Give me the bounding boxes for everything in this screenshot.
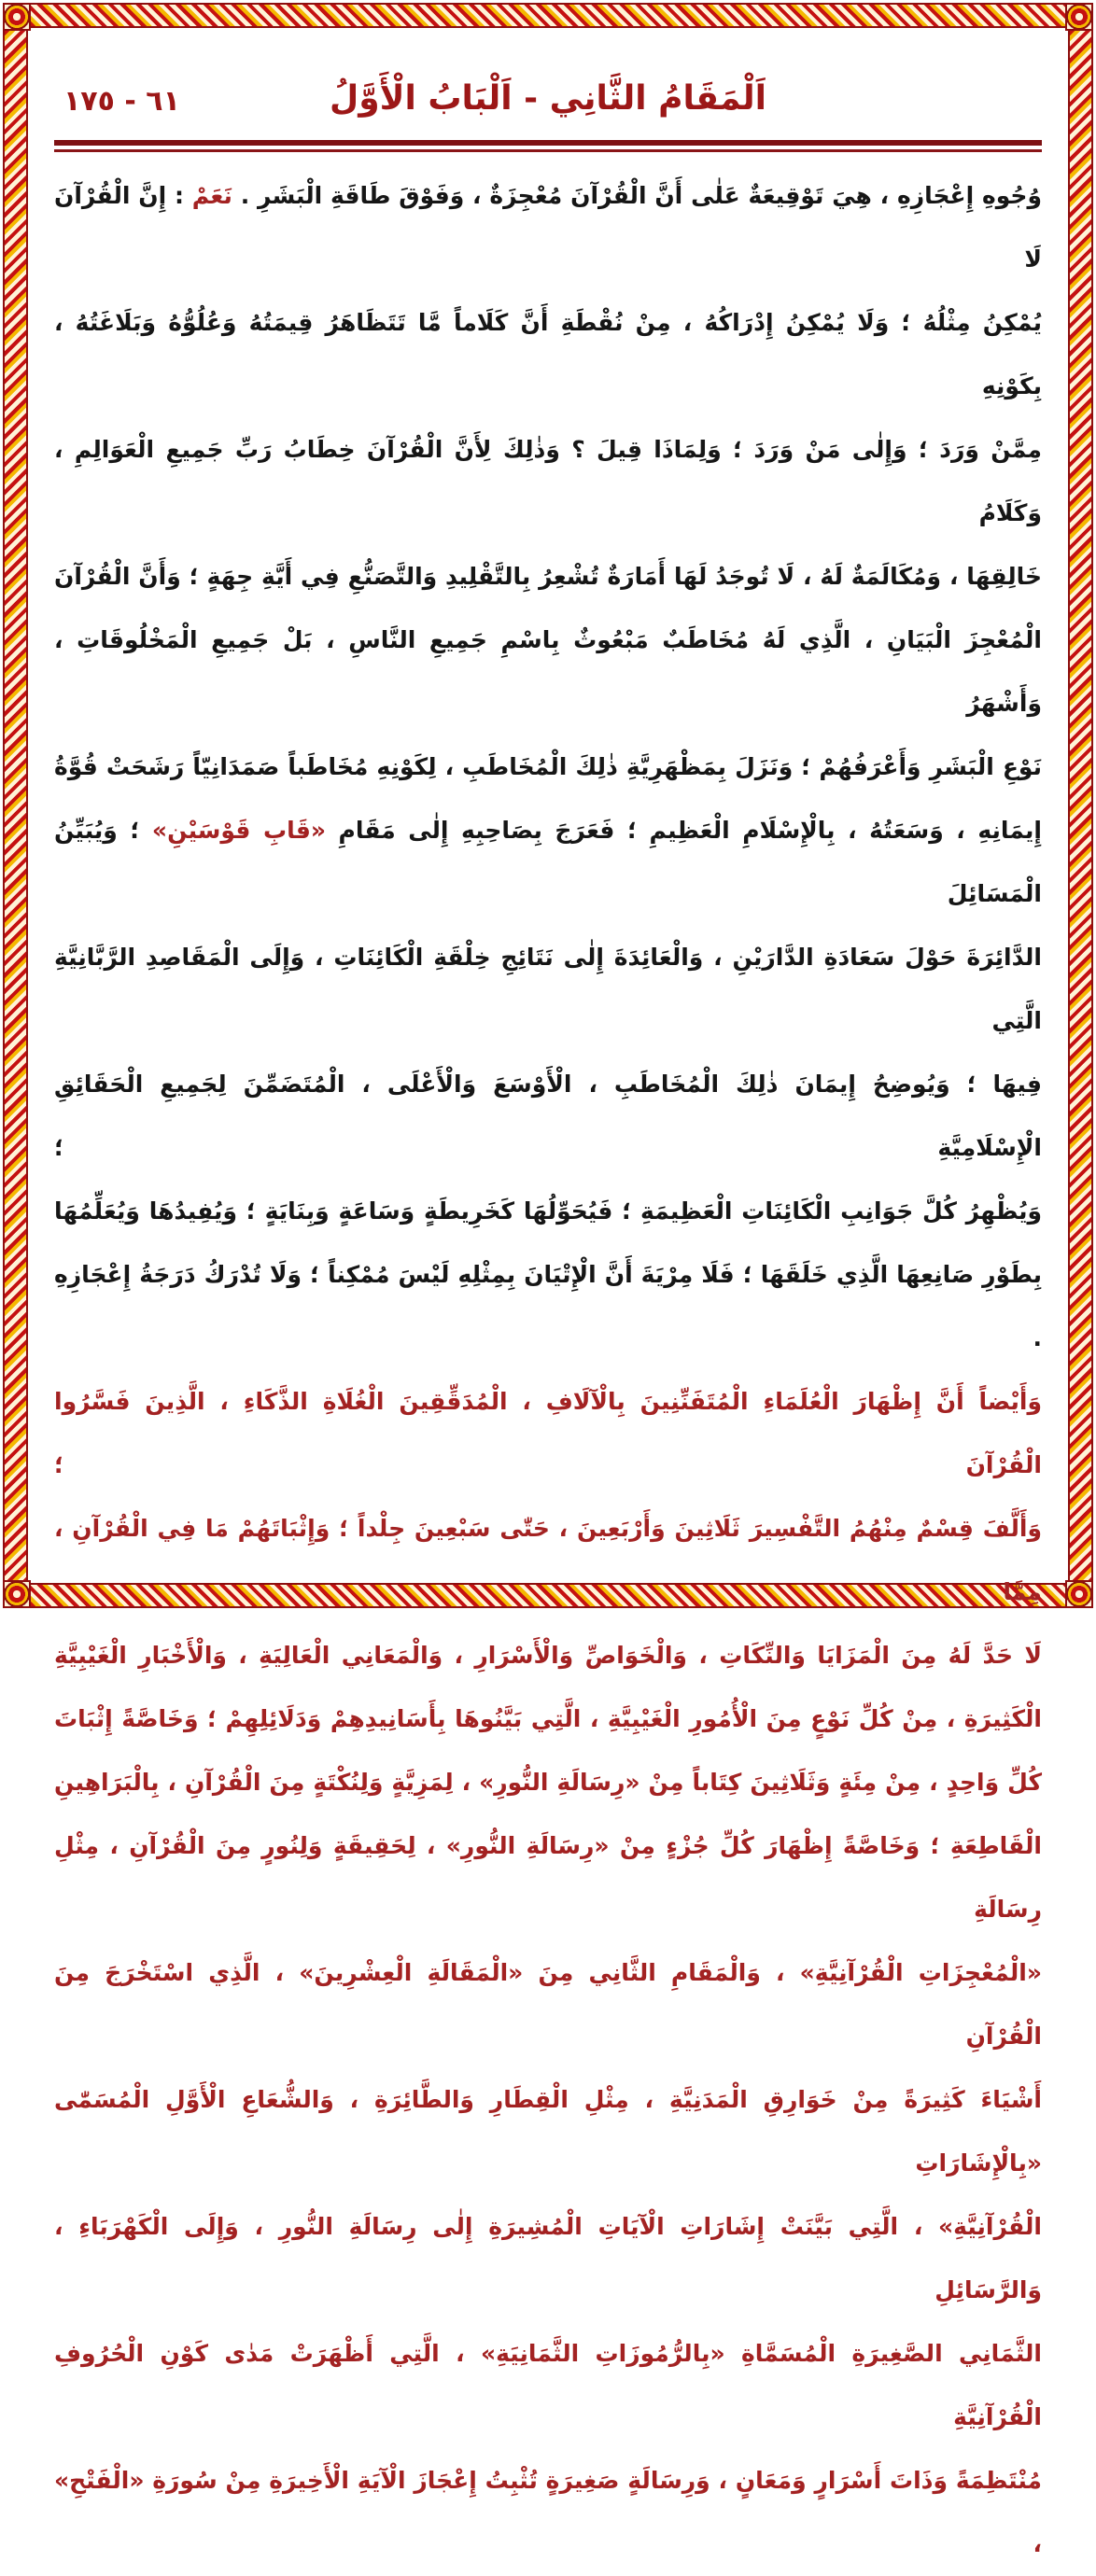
body-text-segment: إِيمَانِهِ ، وَسَعَتُهُ ، بِالْإِسْلَامِ الْعَظِيمِ ؛ فَعَرَجَ بِصَاحِبِهِ إِلٰى مَقَامِ	[325, 817, 1042, 844]
text-line	[54, 1814, 1042, 1941]
black-paragraph	[54, 164, 1042, 1370]
highlighted-text: لَا حَدَّ لَهُ مِنَ الْمَزَايَا وَالنِّكَاتِ ، وَالْخَوَاصِّ وَالْأَسْرَارِ ، وَالْمَعَانِي الْعَالِيَةِ ، وَالْأَخْبَارِ الْغَيْبِيَّةِ	[54, 1642, 1042, 1669]
highlighted-text: وَأَلَّفَ قِسْمٌ مِنْهُمُ التَّفْسِيرَ ثَلَاثِينَ وَأَرْبَعِينَ ، حَتّٰى سَبْعِينَ جِلْداً ؛ وَإِثْبَاتَهُمْ مَا فِي الْقُرْآنِ ، مِمَّا	[54, 1515, 1042, 1605]
highlighted-text: مُنْتَظِمَةً وَذَاتَ أَسْرَارٍ وَمَعَانٍ ، وَرِسَالَةٍ صَغِيرَةٍ تُثْبِتُ إِعْجَازَ الْآيَةِ الْأَخِيرَةِ مِنْ سُورَةِ «الْفَتْحِ» ،	[54, 2467, 1042, 2557]
highlighted-text: الثَّمَانِي الصَّغِيرَةِ الْمُسَمَّاةِ «بِالرُّمُوزَاتِ الثَّمَانِيَةِ» ، الَّتِي أَظْهَرَتْ مَدٰى كَوْنِ الْحُرُوفِ الْقُرْآنِيَّةِ	[54, 2340, 1042, 2430]
body-text-segment: يُمْكِنُ مِثْلُهُ ؛ وَلَا يُمْكِنُ إِدْرَاكُهُ ، مِنْ نُقْطَةِ أَنَّ كَلَاماً مَّا تَتَظَاهَرُ قِيمَتُهُ وَعُلُوُّهُ وَبَلَاغَتُهُ ، بِكَوْنِهِ	[54, 309, 1042, 399]
body-text-segment: ؛ وَيُبَيِّنُ الْمَسَائِلَ	[54, 817, 1042, 907]
body-text	[54, 164, 1042, 2576]
body-text-segment: نَوْعِ الْبَشَرِ وَأَعْرَفُهُمْ ؛ وَنَزَلَ بِمَظْهَرِيَّةِ ذٰلِكَ الْمُخَاطَبِ ، لِكَوْنِهِ مُخَاطَباً صَمَدَانِيّاً رَشَحَتْ قُوَّةُ	[54, 753, 1042, 780]
border-corner-rosette	[3, 1580, 31, 1608]
body-text-segment: الدَّائِرَةَ حَوْلَ سَعَادَةِ الدَّارَيْنِ ، وَالْعَائِدَةَ إِلٰى نَتَائِجِ خِلْقَةِ الْكَائِنَاتِ ، وَإِلَى الْمَقَاصِدِ الرَّبَّانِيَّةِ الَّتِي	[54, 944, 1042, 1034]
text-line	[54, 2195, 1042, 2322]
highlighted-text: وَأَيْضاً أَنَّ إِظْهَارَ الْعُلَمَاءِ الْمُتَفَنِّنِينَ بِالْآلَافِ ، الْمُدَقِّقِينَ الْغُلَاةِ الذَّكَاءِ ، الَّذِينَ فَسَّرُوا الْقُرْآنَ ؛	[54, 1388, 1042, 1478]
text-line	[54, 1497, 1042, 1624]
body-text-segment: فِيهَا ؛ وَيُوضِحُ إِيمَانَ ذٰلِكَ الْمُخَاطَبِ ، الْأَوْسَعَ وَالْأَعْلَى ، الْمُتَضَمِّنَ لِجَمِيعِ الْحَقَائِقِ الْإِسْلَامِيَّةِ ؛	[54, 1071, 1042, 1161]
body-text-segment: : إِنَّ الْقُرْآنَ لَا	[54, 182, 1042, 273]
ornamental-border-right	[1068, 3, 1093, 1608]
text-line	[54, 1687, 1042, 1751]
text-line	[54, 1941, 1042, 2068]
highlighted-text: «الْمُعْجِزَاتِ الْقُرْآنِيَّةِ» ، وَالْمَقَامِ الثَّانِي مِنَ «الْمَقَالَةِ الْعِشْرِينَ» ، الَّذِي اسْتَخْرَجَ مِنَ الْقُرْآنِ	[54, 1959, 1042, 2050]
divider-thin-line	[54, 149, 1042, 152]
highlighted-text: «قَابِ قَوْسَيْنِ»	[151, 817, 326, 844]
border-corner-rosette	[1065, 1580, 1093, 1608]
body-text-segment: وَيُظْهِرُ كُلَّ جَوَانِبِ الْكَائِنَاتِ الْعَظِيمَةِ ؛ فَيُحَوِّلُهَا كَخَرِيطَةٍ وَسَاعَةٍ وَبِنَايَةٍ ؛ وَيُفِيدُهَا وَيُعَلِّمُهَا	[54, 1197, 1042, 1225]
body-text-segment: مِمَّنْ وَرَدَ ؛ وَإِلٰى مَنْ وَرَدَ ؛ وَلِمَاذَا قِيلَ ؟ وَذٰلِكَ لِأَنَّ الْقُرْآنَ خِطَابُ رَبِّ جَمِيعِ الْعَوَالِمِ ، وَكَلَامُ	[54, 436, 1042, 526]
divider-thick-line	[54, 140, 1042, 146]
text-line	[54, 799, 1042, 926]
text-line	[54, 2449, 1042, 2576]
text-line	[54, 1751, 1042, 1814]
page-title: اَلْمَقَامُ الثَّانِي - اَلْبَابُ الْأَوَّلُ	[330, 79, 766, 118]
border-corner-rosette	[1065, 3, 1093, 31]
highlighted-text: الْكَثِيرَةِ ، مِنْ كُلِّ نَوْعٍ مِنَ الْأُمُورِ الْغَيْبِيَّةِ ، الَّتِي بَيَّنُوهَا بِأَسَانِيدِهِمْ وَدَلَائِلِهِمْ ؛ وَخَاصَّةً إِثْبَاتَ	[54, 1705, 1042, 1732]
text-line	[54, 1053, 1042, 1180]
text-line	[54, 291, 1042, 418]
highlighted-text: الْقَاطِعَةِ ؛ وَخَاصَّةً إِظْهَارَ كُلِّ جُزْءٍ مِنْ «رِسَالَةِ النُّورِ» ، لِحَقِيقَةٍ وَلِنُورٍ مِنَ الْقُرْآنِ ، مِثْلِ رِسَالَةِ	[54, 1832, 1042, 1923]
text-line	[54, 926, 1042, 1053]
text-line	[54, 1370, 1042, 1497]
highlighted-text: كُلِّ وَاحِدٍ ، مِنْ مِئَةٍ وَثَلَاثِينَ كِتَاباً مِنْ «رِسَالَةِ النُّورِ» ، لِمَزِيَّةٍ وَلِنُكْتَةٍ مِنَ الْقُرْآنِ ، بِالْبَرَاهِينِ	[54, 1769, 1042, 1796]
body-text-segment: بِطَوْرِ صَانِعِهَا الَّذِي خَلَقَهَا ؛ فَلَا مِرْيَةَ أَنَّ الْإِتْيَانَ بِمِثْلِهِ لَيْسَ مُمْكِناً ؛ وَلَا تُدْرَكُ دَرَجَةُ إِعْجَازِهِ .	[54, 1261, 1042, 1351]
highlighted-text: نَعَمْ	[191, 182, 232, 209]
text-line	[54, 1180, 1042, 1243]
body-text-segment: الْمُعْجِزَ الْبَيَانِ ، الَّذِي لَهُ مُخَاطَبٌ مَبْعُوثٌ بِاسْمِ جَمِيعِ النَّاسِ ، بَلْ جَمِيعِ الْمَخْلُوقَاتِ ، وَأَشْهَرُ	[54, 626, 1042, 717]
text-line	[54, 418, 1042, 545]
body-text-segment: خَالِقِهَا ، وَمُكَالَمَةٌ لَهُ ، لَا تُوجَدُ لَهَا أَمَارَةٌ تُشْعِرُ بِالتَّقْلِيدِ وَالتَّصَنُّعِ فِي أَيَّةِ جِهَةٍ ؛ وَأَنَّ الْقُرْآنَ	[54, 563, 1042, 590]
highlighted-text: الْقُرْآنِيَّةِ» ، الَّتِي بَيَّنَتْ إِشَارَاتِ الْآيَاتِ الْمُشِيرَةِ إِلٰى رِسَالَةِ النُّورِ ، وَإِلَى الْكَهْرَبَاءِ ، وَالرَّسَائِلِ	[54, 2213, 1042, 2303]
page-header	[54, 69, 1042, 129]
ornamental-border-top	[3, 3, 1093, 28]
text-line	[54, 2322, 1042, 2449]
page-number: ٦١ - ١٧٥	[63, 85, 180, 118]
text-line	[54, 735, 1042, 799]
text-line	[54, 2068, 1042, 2195]
highlighted-text: أَشْيَاءَ كَثِيرَةً مِنْ خَوَارِقِ الْمَدَنِيَّةِ ، مِثْلِ الْقِطَارِ وَالطَّائِرَةِ ، وَالشُّعَاعِ الْأَوَّلِ الْمُسَمّٰى «بِالْإِشَارَاتِ	[54, 2086, 1042, 2177]
border-corner-rosette	[3, 3, 31, 31]
body-text-segment: وُجُوهِ إِعْجَازِهِ ، هِيَ تَوْقِيعَةٌ عَلٰى أَنَّ الْقُرْآنَ مُعْجِزَةٌ ، وَفَوْقَ طَاقَةِ الْبَشَرِ .	[232, 182, 1042, 209]
header-divider	[54, 140, 1042, 152]
text-line	[54, 164, 1042, 291]
text-line	[54, 1624, 1042, 1687]
text-line	[54, 1243, 1042, 1370]
ornamental-border-left	[3, 3, 28, 1608]
red-paragraph	[54, 1370, 1042, 2576]
text-line	[54, 545, 1042, 609]
text-line	[54, 609, 1042, 735]
